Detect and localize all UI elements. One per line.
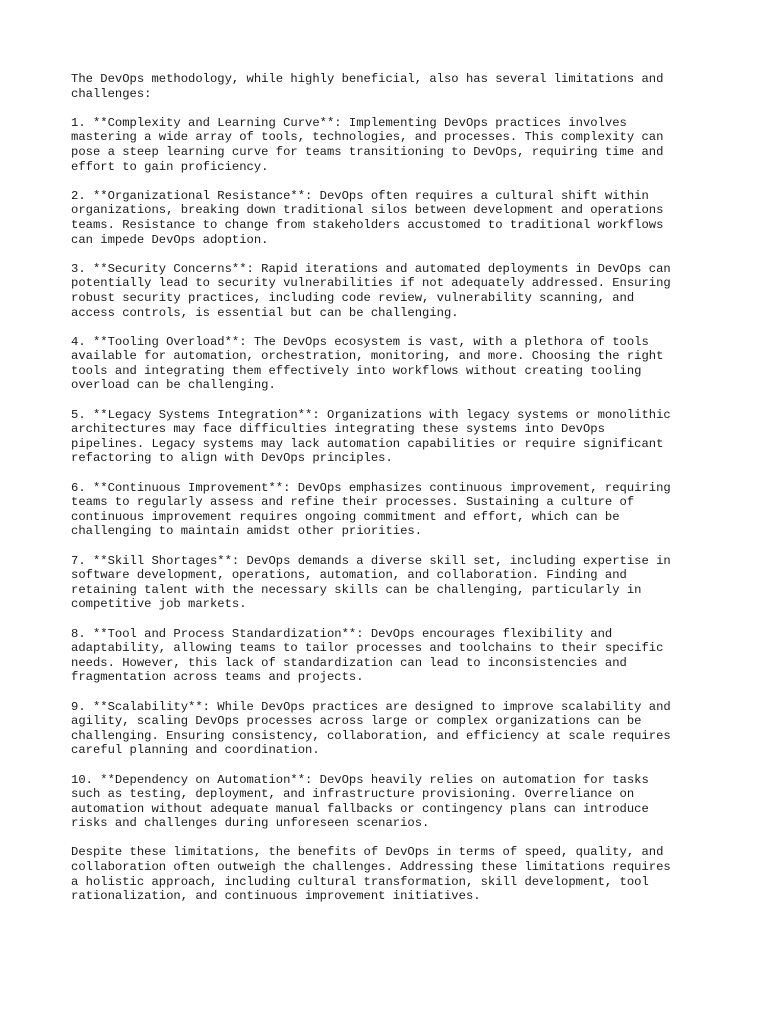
text-line: challenges: — [71, 86, 152, 101]
text-line: 10. **Dependency on Automation**: DevOps heavily relies on automation for tasks — [71, 772, 649, 787]
text-line: architectures may face difficulties integrating these systems into DevOps — [71, 422, 605, 437]
text-line: competitive job markets. — [71, 597, 247, 612]
text-line: potentially lead to security vulnerabilities if not adequately addressed. Ensuring — [71, 276, 671, 291]
intro-paragraph — [71, 72, 701, 101]
text-line: 4. **Tooling Overload**: The DevOps ecosystem is vast, with a plethora of tools — [71, 334, 649, 349]
list-item-paragraph — [71, 700, 701, 758]
text-line: teams. Resistance to change from stakeholders accustomed to traditional workflows — [71, 217, 664, 232]
list-item-paragraph — [71, 627, 701, 685]
text-line: refactoring to align with DevOps principles. — [71, 451, 393, 466]
text-line: pipelines. Legacy systems may lack automation capabilities or require significant — [71, 436, 664, 451]
text-line: adaptability, allowing teams to tailor processes and toolchains to their specific — [71, 641, 664, 656]
text-line: careful planning and coordination. — [71, 743, 320, 758]
text-line: retaining talent with the necessary skills can be challenging, particularly in — [71, 582, 642, 597]
text-line: can impede DevOps adoption. — [71, 232, 269, 247]
text-line: continuous improvement requires ongoing commitment and effort, which can be — [71, 509, 620, 524]
text-line: 9. **Scalability**: While DevOps practices are designed to improve scalability and — [71, 699, 671, 714]
text-line: such as testing, deployment, and infrastructure provisioning. Overreliance on — [71, 787, 635, 802]
text-line: pose a steep learning curve for teams transitioning to DevOps, requiring time and — [71, 144, 664, 159]
text-line: 8. **Tool and Process Standardization**: DevOps encourages flexibility and — [71, 626, 613, 641]
text-line: The DevOps methodology, while highly beneficial, also has several limitations and — [71, 72, 664, 86]
list-item-paragraph — [71, 408, 701, 466]
text-line: available for automation, orchestration, monitoring, and more. Choosing the right — [71, 349, 664, 364]
text-line: tools and integrating them effectively into workflows without creating tooling — [71, 363, 642, 378]
conclusion-paragraph — [71, 845, 701, 903]
list-item-paragraph — [71, 554, 701, 612]
document-body — [71, 72, 701, 918]
text-line: 1. **Complexity and Learning Curve**: Implementing DevOps practices involves — [71, 115, 627, 130]
text-line: 5. **Legacy Systems Integration**: Organizations with legacy systems or monolithic — [71, 407, 671, 422]
text-line: robust security practices, including code review, vulnerability scanning, and — [71, 290, 635, 305]
list-item-paragraph — [71, 189, 701, 247]
text-line: software development, operations, automation, and collaboration. Finding and — [71, 568, 627, 583]
text-line: risks and challenges during unforeseen scenarios. — [71, 816, 430, 831]
text-line: needs. However, this lack of standardization can lead to inconsistencies and — [71, 655, 627, 670]
text-line: effort to gain proficiency. — [71, 159, 269, 174]
list-item-paragraph — [71, 481, 701, 539]
text-line: fragmentation across teams and projects. — [71, 670, 364, 685]
text-line: organizations, breaking down traditional silos between development and operations — [71, 203, 664, 218]
text-line: overload can be challenging. — [71, 378, 276, 393]
text-line: collaboration often outweigh the challenges. Addressing these limitations requires — [71, 860, 671, 875]
text-line: 3. **Security Concerns**: Rapid iterations and automated deployments in DevOps can — [71, 261, 671, 276]
list-item-paragraph — [71, 116, 701, 174]
text-line: automation without adequate manual fallbacks or contingency plans can introduce — [71, 801, 649, 816]
text-line: 7. **Skill Shortages**: DevOps demands a diverse skill set, including expertise in — [71, 553, 671, 568]
text-line: agility, scaling DevOps processes across large or complex organizations can be — [71, 714, 642, 729]
text-line: Despite these limitations, the benefits of DevOps in terms of speed, quality, and — [71, 845, 664, 860]
text-line: teams to regularly assess and refine their processes. Sustaining a culture of — [71, 495, 635, 510]
text-line: challenging to maintain amidst other priorities. — [71, 524, 423, 539]
text-line: rationalization, and continuous improvement initiatives. — [71, 889, 481, 904]
list-item-paragraph — [71, 262, 701, 320]
list-item-paragraph — [71, 773, 701, 831]
text-line: challenging. Ensuring consistency, collaboration, and efficiency at scale requires — [71, 728, 671, 743]
text-line: a holistic approach, including cultural transformation, skill development, tool — [71, 874, 649, 889]
text-line: 2. **Organizational Resistance**: DevOps often requires a cultural shift within — [71, 188, 649, 203]
text-line: 6. **Continuous Improvement**: DevOps emphasizes continuous improvement, requiring — [71, 480, 671, 495]
text-line: mastering a wide array of tools, technologies, and processes. This complexity can — [71, 130, 664, 145]
text-line: access controls, is essential but can be challenging. — [71, 305, 459, 320]
list-item-paragraph — [71, 335, 701, 393]
